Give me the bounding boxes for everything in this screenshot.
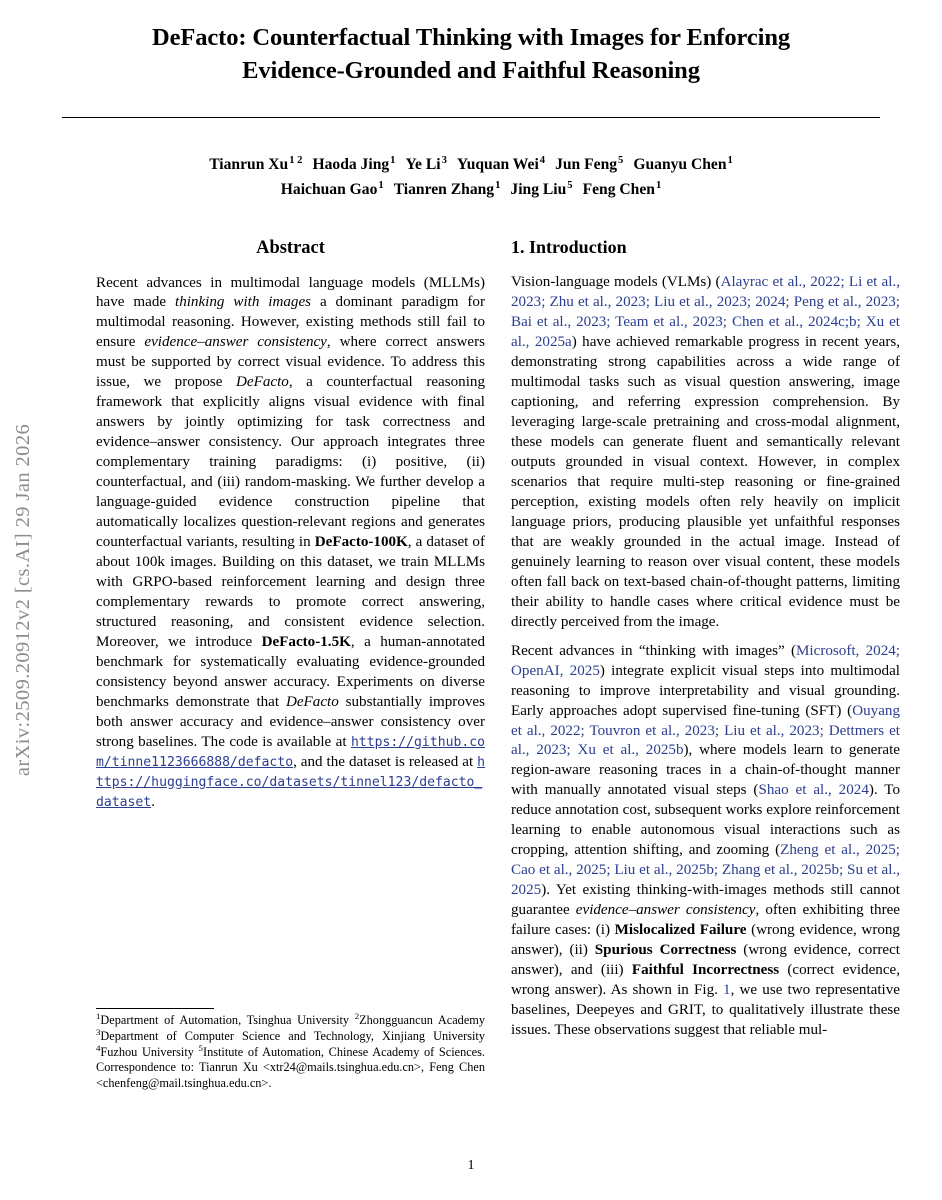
abstract-emphasis: DeFacto	[236, 374, 289, 391]
author	[555, 156, 623, 173]
intro-text: Vision-language models (VLMs) (	[511, 273, 721, 290]
abstract-text: .	[151, 794, 155, 811]
title-line-2: Evidence-Grounded and Faithful Reasoning	[242, 56, 700, 84]
author	[209, 156, 302, 173]
intro-text: (correct evidence, wrong answer). As shown in Fig.	[511, 962, 900, 999]
author-name: Jun Feng	[555, 156, 618, 173]
intro-paragraph-1	[511, 273, 900, 633]
abstract-text: Recent advances in multimodal language models (MLLMs) have made	[96, 274, 485, 311]
footnote-text	[96, 1010, 485, 1092]
section-heading-introduction: 1. Introduction	[511, 237, 627, 257]
author-affiliation: 1	[495, 180, 501, 192]
abstract-benchmark-name: DeFacto-1.5K	[261, 634, 351, 651]
affiliation-text: Institute of Automation, Chinese Academy of Sciences. Correspondence to: Tianrun Xu <xtr24@mails.tsinghua.edu.cn>, Feng Chen <chenfeng@mail.tsinghua.edu.cn>.	[96, 1044, 485, 1091]
intro-paragraph-2	[511, 642, 900, 1042]
author-affiliation: 1	[378, 180, 384, 192]
footnote-affiliations	[96, 1008, 485, 1092]
author-affiliation: 1 2	[289, 154, 303, 166]
affiliation-text: Zhongguancun Academy	[359, 1013, 485, 1027]
affiliation-marker: 1	[96, 1010, 101, 1021]
abstract-text: , and the dataset is released at	[293, 754, 478, 771]
affiliation-marker: 3	[96, 1026, 101, 1037]
author-name: Jing Liu	[510, 181, 567, 199]
citation-link[interactable]: Zheng et al., 2025; Cao et al., 2025; Liu et al., 2025b; Zhang et al., 2025b; Su et al., 2025	[511, 842, 900, 899]
author-affiliation: 3	[441, 154, 447, 166]
abstract-text: a dominant paradigm for multimodal reasoning. However, existing methods still fail to ensure	[96, 294, 485, 351]
intro-text: , we use two representative baselines, Deepeyes and GRIT, to qualitatively illustrate these issues. These observations suggest that reliable mul-	[511, 982, 900, 1039]
intro-text: (wrong evidence, wrong answer), (ii)	[511, 922, 900, 959]
failure-case-spurious: Spurious Correctness	[594, 942, 737, 959]
author	[405, 156, 446, 173]
intro-text: ) integrate explicit visual steps into multimodal reasoning to improve interpretability and visual grounding. Early approaches adopt supervised fine-tuning (SFT) (	[511, 662, 900, 719]
author-affiliation: 1	[655, 180, 662, 192]
failure-case-mislocalized: Mislocalized Failure	[614, 922, 747, 939]
citation-link[interactable]: Shao et al., 2024	[758, 782, 869, 799]
affiliation-marker: 5	[198, 1042, 203, 1053]
author	[457, 156, 545, 173]
author	[394, 181, 501, 198]
author-name: Ye Li	[405, 156, 441, 173]
author-affiliation: 5	[567, 180, 573, 192]
author-affiliation: 5	[618, 154, 624, 166]
abstract-text: , where correct answers must be supported by correct visual evidence. To address this issue, we propose	[96, 334, 485, 391]
dataset-link[interactable]: https://huggingface.co/datasets/tinnel123/defacto_dataset	[96, 755, 485, 811]
author	[510, 181, 572, 198]
introduction-column	[511, 236, 900, 1041]
affiliation-text: Department of Automation, Tsinghua University	[100, 1013, 355, 1027]
title-divider	[62, 117, 880, 118]
affiliation-marker: 2	[354, 1010, 360, 1021]
intro-text: ). To reduce annotation cost, subsequent works explore reinforcement learning to enable autonomous visual interactions such as cropping, attention shifting, and zooming (	[511, 782, 901, 859]
intro-emphasis: evidence–answer consistency	[575, 902, 756, 919]
intro-text: Recent advances in “thinking with images” (	[511, 642, 797, 659]
arxiv-stamp: arXiv:2509.20912v2 [cs.AI] 29 Jan 2026	[11, 423, 34, 777]
abstract-text: substantially improves both answer accuracy and evidence–answer consistency over strong baselines. The code is available at	[96, 694, 485, 751]
abstract-emphasis: evidence–answer consistency	[144, 334, 327, 351]
abstract-text: , a dataset of about 100k images. Building on this dataset, we train MLLMs with GRPO-based reinforcement learning and design three complementary rewards to promote correct answering, structured reasoning, and consistent evidence selection. Moreover, we introduce	[96, 534, 485, 651]
page-title	[62, 22, 880, 87]
author	[281, 181, 384, 198]
author-name: Tianrun Xu	[209, 156, 289, 173]
author-list	[62, 152, 880, 203]
author-name: Guanyu Chen	[633, 156, 727, 173]
author-affiliation: 1	[390, 154, 396, 166]
affiliation-text: Department of Computer Science and Technology, Xinjiang University	[100, 1028, 485, 1043]
affiliation-marker: 4	[96, 1042, 101, 1053]
figure-reference-link[interactable]: 1	[723, 982, 731, 999]
intro-text: , often exhibiting three failure cases: (i)	[511, 902, 901, 939]
intro-text: (wrong evidence, correct answer), and (iii)	[511, 942, 900, 979]
abstract-body	[96, 274, 485, 814]
title-block	[62, 22, 880, 87]
author-name: Yuquan Wei	[456, 156, 539, 173]
abstract-emphasis: thinking with images	[175, 294, 312, 311]
citation-link[interactable]: Ouyang et al., 2022; Touvron et al., 2023; Liu et al., 2023; Dettmers et al., 2023; Xu et al., 2025b	[511, 702, 900, 759]
author-affiliation: 1	[727, 154, 733, 166]
author	[312, 156, 395, 173]
affiliation-text: Fuzhou University	[100, 1044, 199, 1059]
author	[583, 181, 662, 198]
author-name: Tianren Zhang	[393, 181, 495, 199]
code-repository-link[interactable]: https://github.com/tinne1123666888/defacto	[96, 735, 485, 771]
page-number: 1	[467, 1158, 475, 1173]
abstract-text: , a human-annotated benchmark for systematically evaluating evidence-grounded consistency beyond answer accuracy. Experiments on diverse benchmarks demonstrate that	[96, 634, 485, 711]
author-name: Haoda Jing	[312, 156, 390, 173]
abstract-emphasis: DeFacto	[285, 694, 339, 711]
title-line-1: DeFacto: Counterfactual Thinking with Images for Enforcing	[151, 24, 790, 51]
abstract-heading: Abstract	[256, 238, 325, 258]
intro-text: ) have achieved remarkable progress in recent years, demonstrating strong capabilities across a wide range of multimodal tasks such as visual question answering, image captioning, and referring expression comprehension. By leveraging large-scale pretraining and cross-modal alignment, these models can generate fluent and semantically relevant outputs grounded in visual context. However, in complex scenarios that require multi-step reasoning or fine-grained perception, existing models often rely heavily on implicit language priors, producing plausible yet unfaithful responses that are weakly grounded in the actual image. Instead of genuinely learning to reason over visual content, these models often fall back on text-based chain-of-thought patterns, limiting their ability to handle cases where critical evidence must be directly perceived from the image.	[511, 333, 900, 630]
footnote-divider	[96, 1008, 214, 1009]
abstract-column	[96, 236, 485, 813]
citation-link[interactable]: Alayrac et al., 2022; Li et al., 2023; Zhu et al., 2023; Liu et al., 2023; 2024; Peng et al., 2023; Bai et al., 2023; Team et al., 2023; Chen et al., 2024c;b; Xu et al., 2025a	[511, 273, 900, 350]
author-affiliation: 4	[539, 154, 546, 166]
citation-link[interactable]: Microsoft, 2024; OpenAI, 2025	[511, 642, 900, 679]
author	[633, 156, 732, 173]
author-name: Haichuan Gao	[280, 181, 378, 199]
abstract-text: , a counterfactual reasoning framework that explicitly aligns visual evidence with final answers by jointly optimizing for task correctness and evidence–answer consistency. Our approach integrates three complementary training paradigms: (i) positive, (ii) counterfactual, and (iii) random-masking. We further develop a language-guided evidence construction pipeline that automatically localizes question-relevant regions and generates counterfactual variants, resulting in	[96, 374, 485, 551]
failure-case-faithful: Faithful Incorrectness	[631, 962, 780, 979]
author-name: Feng Chen	[582, 181, 655, 199]
intro-text: ). Yet existing thinking-with-images methods still cannot guarantee	[511, 882, 900, 919]
abstract-dataset-name: DeFacto-100K	[314, 534, 408, 551]
intro-text: ), where models learn to generate region-aware reasoning traces in a chain-of-thought manner with manually annotated visual steps (	[511, 742, 900, 799]
